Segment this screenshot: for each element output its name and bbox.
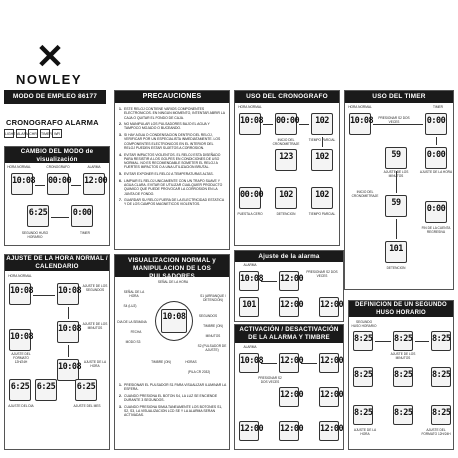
section-title: USO DEL CRONOGRAFO [235,91,339,103]
light-icon: LIGHT [4,129,14,138]
section-title: ACTIVACIÓN / DESACTIVACIÓN DE LA ALARMA Y TIMBRE [235,325,343,343]
section-title: PRECAUCIONES [115,91,229,103]
precautions-list: 1. ESTE RELOJ CONTIENE VARIOS COMPONENTES ELECTRONICOS. EN NINGUN MOMENTO, INTENTAR ABRIR LA CAJA O QUITAR EL FONDO DE CAJA. 2. NO MANIPULAR LOS PULSADORES BAJO EL AGUA Y TAMPOCO MOJADO O BUCEANDO. 3. SI HAY AGUA O CONDENSACION DENTRO DEL RELOJ, VERIFICAR POR UN ESPECIALISTA INMEDIATAMENTE. LOS COMPONENTES ELECTRONICOS EN EL INTERIOR DEL RELOJ PUEDEN ESTAR SUJETOS A CORROSION. 4. EVITAR IMPACTOS VIOLENTOS. EL RELOJ ESTA DISEÑADO PARA RESISTIR A LOS GOLPES EN CONDICIONES DE USO NORMAL. NO ES RECOMENDABLE SOMETER EL RELOJ A FUERTES IMPACTOS O A UNA UTILIZACION BRUTAL. 5. EVITAR EXPONER EL RELOJ A TEMPERATURAS ALTAS. 6. LIMPIAR EL RELOJ UNICAMENTE CON UN TRAPO SUAVE Y AGUA CLARA. EVITAR DE UTILIZAR CUALQUIER PRODUCTO QUIMICO QUE PUEDE PROVOCAR LA CORROSION EN LA JUNTA DE FONDO. 7. GUARDAR SU RELOJ FUERA DE LA ELECTRICIDAD ESTATICA Y DE LOS CAMPOS MAGNETICOS VIOLENTOS. [119,107,225,207]
lcd-display: 00:00 [47,173,69,195]
section-visualizacion: VISUALIZACION NORMAL y MANIPULACION DE LOS PULSADORES SEÑAL DE LA HORA SEÑAL DE LA HORA S4 (LUZ) S1 (ARRANQUE / DETENCION) SEGUNDOS DIA DE LA SEMANA TIMBRE (ON) FECHA MINUTOS MODO S3 S2 (PULSADOR DE AJUSTE) 10:08 TIMBRE (ON) HORAS (PILA CR 2032) 1. PRESIONAR EL PULSADOR S1 PARA VISUALIZAR ILUMINAR LA ESFERA. 2. CUANDO PRESIONA EL BOTON S4, LA LUZ SE ENCIENDE DURANTE 3 SEGUNDOS. 3. CUANDO PRESIONA SIMULTANEAMENTE LOS BOTONES S1, S2, S3, LA VISUALIZACION LCD SE Y LA ALARMA SERAN ACTIVADAS. [114,254,230,450]
section-ajuste-hora: AJUSTE DE LA HORA NORMAL / CALENDARIO HORA NORMAL 10:08 10:08 AJUSTE DE LOS SEGUNDOS 10:08 AJUSTE DE LOS MINUTOS 10:08 AJUSTE DEL FORMATO 12H/24H 10:08 AJUSTE DE LA HORA 6:25 6:25 6:25 AJUSTE DEL DIA AJUSTE DEL MES [4,254,110,450]
lcd-display: 10:08 [11,173,33,195]
section-title: VISUALIZACION NORMAL y MANIPULACION DE LOS PULSADORES [115,255,229,277]
section-ajuste-alarma: Ajuste de la alarma ALARMA 10:08 12:00 PRESIONAR S2 DOS VECES 101 12:00 12:00 [234,250,344,322]
section-cronografo: USO DEL CRONOGRAFO HORA NORMAL 10:08 00:00 102 123 102 INICIO DEL CRONOMETRAJE TIEMPO PARCIAL 00:00 102 102 PUESTA A CERO DETENCION TIEMPO PARCIAL [234,90,340,246]
water-icon: WR [52,129,62,138]
section-cambio: CAMBIO DEL MODO de visualización HORA NORMAL CRONOGRAFO ALARMA 10:08 00:00 12:00 6:25 0:00 SEGUNDO HUSO HORARIO TIMER [4,146,110,246]
brand-name: NOWLEY [15,72,83,87]
section-title: CAMBIO DEL MODO de visualización [5,147,109,163]
section-activacion: ACTIVACIÓN / DESACTIVACIÓN DE LA ALARMA Y TIMBRE ALARMA 10:08 12:00 12:00 PRESIONAR S2 DOS VECES 12:00 12:00 12:00 12:00 12:00 [234,324,344,450]
lcd-display: 10:08 [161,309,187,333]
section-title: USO DEL TIMER [345,91,453,103]
section-title: Ajuste de la alarma [235,251,343,262]
function-icons [4,129,62,138]
lcd-display: 0:00 [71,205,93,227]
logo-mark-icon: ✕ [35,38,63,76]
button-notes: 1. PRESIONAR EL PULSADOR S1 PARA VISUALIZAR ILUMINAR LA ESFERA. 2. CUANDO PRESIONA EL BOTON S4, LA LUZ SE ENCIENDE DURANTE 3 SEGUNDOS. 3. CUANDO PRESIONA SIMULTANEAMENTE LOS BOTONES S1, S2, S3, LA VISUALIZACION LCD SE Y LA ALARMA SERAN ACTIVADAS. [119,383,227,418]
section-timer: USO DEL TIMER HORA NORMAL TIMER 10:08 PRESIONAR S2 DOS VECES 0:00 59 0:00 AJUSTE DE LOS MINUTOS AJUSTE DE LA HORA 59 INICIO DEL CRONOMETRAJE 0:00 FIN DE LA CUENTA REGRESIVA 101 DETENCION [344,90,454,290]
section-huso: DEFINICION DE UN SEGUNDO HUSO HORARIO SEGUNDO HUSO HORARIO 8:25 8:25 8:25 AJUSTE DE LOS MINUTOS 8:25 8:25 8:25 8:25 8:25 8:25 AJUSTE DE LA HORA AJUSTE DEL FORMATO 12H/24H [348,300,454,450]
alarm-icon: ALARM [16,129,26,138]
manual-title: MODO DE EMPLEO 86177 [4,90,106,104]
section-title: DEFINICION DE UN SEGUNDO HUSO HORARIO [349,301,453,317]
product-title: CRONOGRAFO ALARMA [6,118,99,127]
timer-icon: TIMER [40,129,50,138]
brand-logo [14,40,84,87]
lcd-display: 6:25 [27,205,49,227]
section-precauciones [114,90,230,250]
lcd-display: 12:00 [83,173,105,195]
chrono-icon: CHR [28,129,38,138]
section-title: AJUSTE DE LA HORA NORMAL / CALENDARIO [6,255,108,270]
